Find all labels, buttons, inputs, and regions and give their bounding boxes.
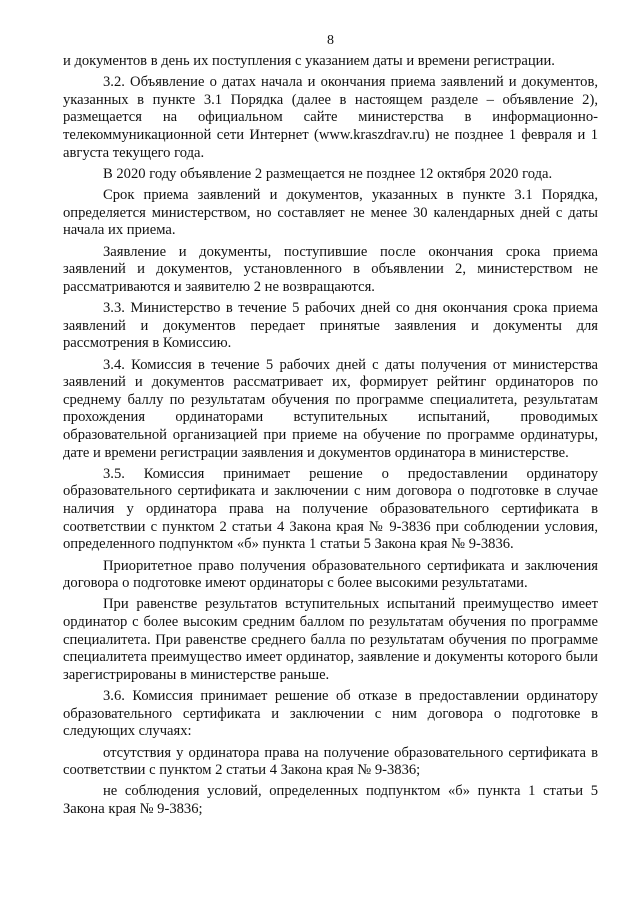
paragraph-continuation: и документов в день их поступления с указанием даты и времени регистрации. <box>63 53 555 69</box>
paragraph-3-2: 3.2. Объявление о датах начала и окончания приема заявлений и документов, указанных в пункте 3.1 Порядка (далее в настоящем разделе – объявление 2), размещается на официальном сайте министерства в информационно-телекоммуникационной сети Интернет (www.kraszdrav.ru) не позднее 1 февраля и 1 августа текущего года. <box>63 74 598 161</box>
paragraph-3-5: 3.5. Комиссия принимает решение о предоставлении ординатору образовательного сертификата и заключении с ним договора о подготовке в случае наличия у ординатора права на получение образовательного сертификата в соответствии с пунктом 2 статьи 4 Закона края № 9-3836 при соблюдении условия, определенного подпунктом «б» пункта 1 статьи 5 Закона края № 9-3836. <box>63 465 598 553</box>
paragraph-3-6: 3.6. Комиссия принимает решение об отказе в предоставлении ординатору образовательного сертификата и заключении с ним договора о подготовке в следующих случаях: <box>63 688 598 740</box>
list-item-no-right: отсутствия у ординатора права на получение образовательного сертификата в соответствии с пунктом 2 статьи 4 Закона края № 9-3836; <box>63 744 598 779</box>
paragraph-3-3: 3.3. Министерство в течение 5 рабочих дней со дня окончания срока приема заявлений и документов передает принятые заявления и документы для рассмотрения в Комиссию. <box>63 300 598 352</box>
paragraph-late-applications: Заявление и документы, поступившие после окончания срока приема заявлений и документов, установленного в объявлении 2, министерством не рассматриваются и заявителю 2 не возвращаются. <box>63 243 598 295</box>
page-number: 8 <box>327 33 334 48</box>
paragraph-application-period: Срок приема заявлений и документов, указанных в пункте 3.1 Порядка, определяется министерством, но составляет не менее 30 календарных дней с даты начала их приема. <box>63 187 598 239</box>
list-item-conditions-not-met: не соблюдения условий, определенных подпунктом «б» пункта 1 статьи 5 Закона края № 9-3836; <box>63 783 598 817</box>
paragraph-2020-announcement: В 2020 году объявление 2 размещается не позднее 12 октября 2020 года. <box>103 165 553 182</box>
paragraph-equal-results: При равенстве результатов вступительных испытаний преимущество имеет ординатор с более высоким средним баллом по результатам обучения по программе специалитета. При равенстве среднего балла по результатам обучения по программе специалитета преимущество имеет ординатор, заявление и документы которого были зарегистрированы в министерстве раньше. <box>63 596 598 683</box>
paragraph-priority-right: Приоритетное право получения образовательного сертификата и заключения договора о подготовке имеют ординаторы с более высокими результатами. <box>63 557 598 592</box>
paragraph-3-4: 3.4. Комиссия в течение 5 рабочих дней с даты получения от министерства заявлений и документов рассматривает их, формирует рейтинг ординаторов по среднему баллу по результатам обучения по программе специалитета, результатам прохождения ординаторами вступительных испытаний, проводимых образовательной организацией при приеме на обучение по программе ординатуры, дате и времени регистрации заявления и документов ординатора в министерстве. <box>63 356 598 461</box>
